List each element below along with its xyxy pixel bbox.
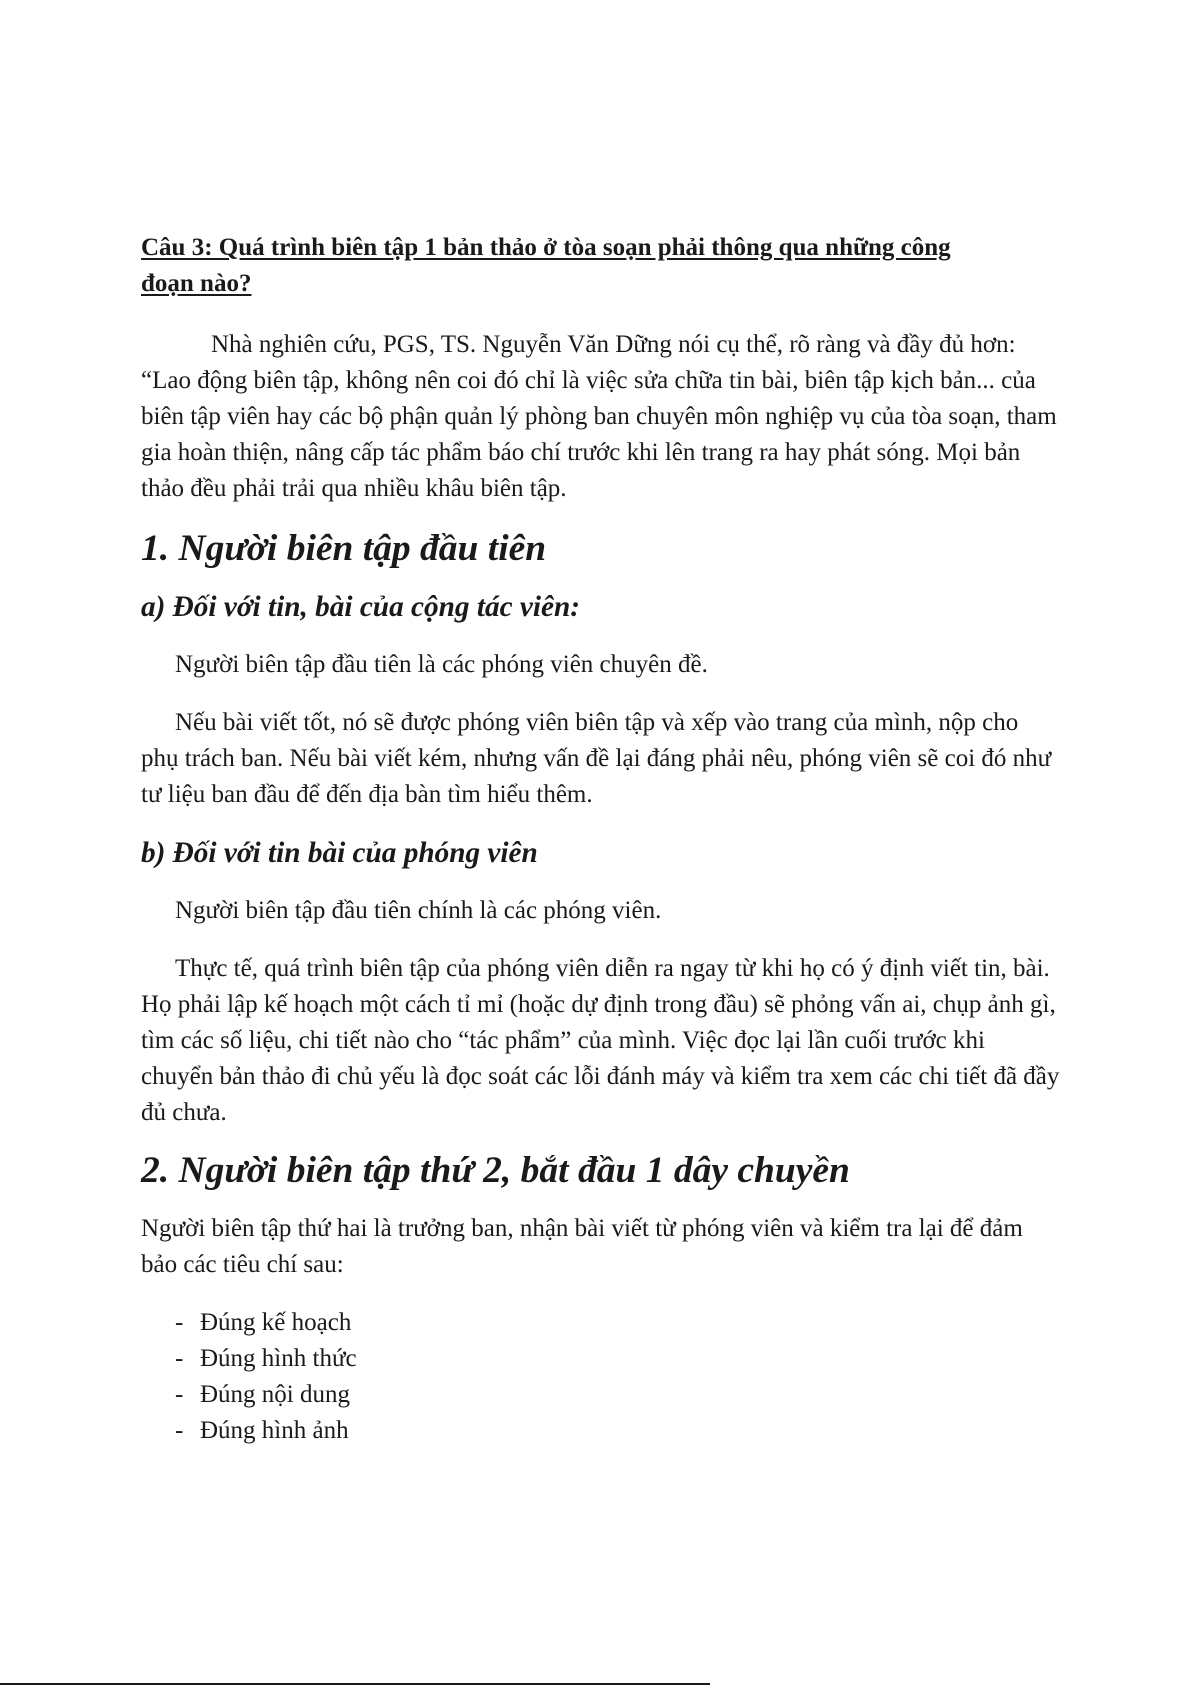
list-item <box>141 1341 1061 1377</box>
bullet-marker: - <box>175 1417 184 1444</box>
section-1-heading: 1. Người biên tập đầu tiên <box>141 528 547 569</box>
section-2-paragraph: Người biên tập thứ hai là trưởng ban, nhận bài viết từ phóng viên và kiểm tra lại để đảm bảo các tiêu chí sau: <box>141 1215 1023 1278</box>
question-title-line-2: đoạn nào? <box>141 270 252 297</box>
section-1a-paragraph-1: Người biên tập đầu tiên là các phóng viên chuyên đề. <box>175 651 708 678</box>
section-1b-paragraph-2: Thực tế, quá trình biên tập của phóng viên diễn ra ngay từ khi họ có ý định viết tin, bài. Họ phải lập kế hoạch một cách tỉ mỉ (hoặc dự định trong đầu) sẽ phỏng vấn ai, chụp ảnh gì, tìm các số liệu, chi tiết nào cho “tác phẩm” của mình. Việc đọc lại lần cuối trước khi chuyển bản thảo đi chủ yếu là đọc soát các lỗi đánh máy và kiểm tra xem các chi tiết đã đầy đủ chưa. <box>141 955 1060 1126</box>
list-item-text: Đúng nội dung <box>200 1381 350 1408</box>
list-item <box>141 1413 1061 1449</box>
section-1b-paragraph-1: Người biên tập đầu tiên chính là các phóng viên. <box>175 897 662 924</box>
document-page <box>141 230 1061 1449</box>
list-item <box>141 1377 1061 1413</box>
bullet-marker: - <box>175 1345 184 1372</box>
list-item <box>141 1305 1061 1341</box>
question-title-line-1: Câu 3: Quá trình biên tập 1 bản thảo ở tòa soạn phải thông qua những công <box>141 234 951 261</box>
intro-paragraph: Nhà nghiên cứu, PGS, TS. Nguyễn Văn Dững nói cụ thể, rõ ràng và đầy đủ hơn: “Lao động biên tập, không nên coi đó chỉ là việc sửa chữa tin bài, biên tập kịch bản... của biên tập viên hay các bộ phận quản lý phòng ban chuyên môn nghiệp vụ của tòa soạn, tham gia hoàn thiện, nâng cấp tác phẩm báo chí trước khi lên trang ra hay phát sóng. Mọi bản thảo đều phải trải qua nhiều khâu biên tập. <box>141 331 1057 502</box>
list-item-text: Đúng hình ảnh <box>200 1417 349 1444</box>
criteria-list <box>141 1305 1061 1449</box>
list-item-text: Đúng hình thức <box>200 1345 357 1372</box>
section-1a-paragraph-2: Nếu bài viết tốt, nó sẽ được phóng viên biên tập và xếp vào trang của mình, nộp cho phụ trách ban. Nếu bài viết kém, nhưng vấn đề lại đáng phải nêu, phóng viên sẽ coi đó như tư liệu ban đầu để đến địa bàn tìm hiểu thêm. <box>141 709 1052 808</box>
bullet-marker: - <box>175 1309 184 1336</box>
section-2-heading: 2. Người biên tập thứ 2, bắt đầu 1 dây chuyền <box>141 1150 850 1191</box>
list-item-text: Đúng kế hoạch <box>200 1309 352 1336</box>
section-1b-heading: b) Đối với tin bài của phóng viên <box>141 837 538 869</box>
bullet-marker: - <box>175 1381 184 1408</box>
section-1a-heading: a) Đối với tin, bài của cộng tác viên: <box>141 591 580 623</box>
question-title <box>141 230 1061 302</box>
